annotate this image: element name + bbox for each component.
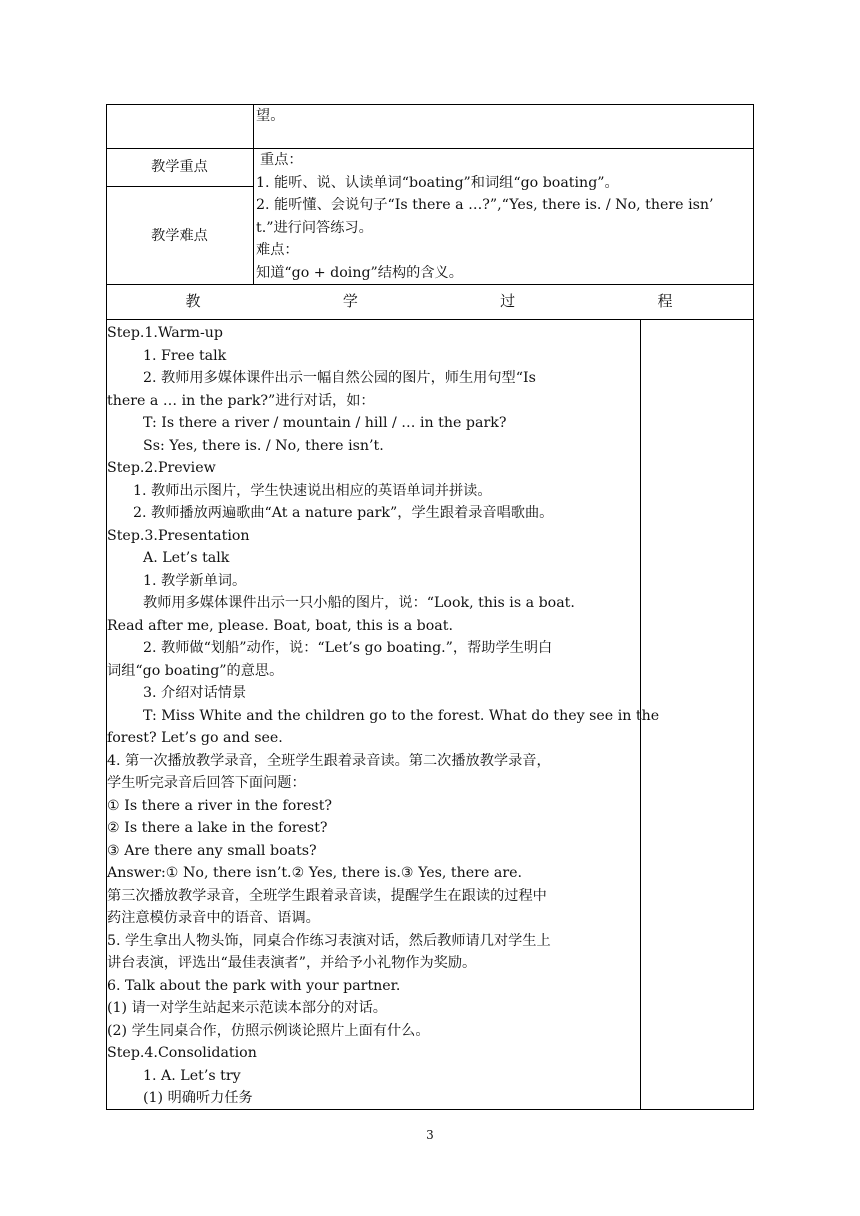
- process-line: (1) 明确听力任务: [143, 1090, 253, 1106]
- label-key-point: 教学重点: [151, 159, 208, 175]
- objective-line: 难点：: [256, 242, 299, 258]
- objectives-text: [256, 149, 714, 284]
- process-line: 1. 教师出示图片，学生快速说出相应的英语单词并拼读。: [133, 482, 492, 499]
- process-line: Step.2.Preview: [107, 460, 216, 476]
- process-line: 讲台表演，评选出“最佳表演者”，并给予小礼物作为奖励。: [107, 955, 477, 971]
- process-line: T: Miss White and the children go to the forest. What do they see in the: [143, 707, 660, 724]
- objective-line: t.”进行问答练习。: [256, 219, 373, 236]
- process-line: A. Let’s talk: [143, 550, 230, 566]
- process-line: (2) 学生同桌合作，仿照示例谈论照片上面有什么。: [107, 1022, 430, 1039]
- process-line: 词组“go boating”的意思。: [107, 662, 284, 679]
- process-line: 1. Free talk: [143, 347, 227, 364]
- process-line: 2. 教师做“划船”动作，说：“Let’s go boating.”，帮助学生明白: [143, 640, 553, 656]
- process-line: 第三次播放教学录音，全班学生跟着录音读，提醒学生在跟读的过程中: [107, 887, 547, 904]
- process-line: 3. 介绍对话情景: [143, 685, 247, 701]
- objective-line: 1. 能听、说、认读单词“boating”和词组“go boating”。: [256, 174, 619, 191]
- process-line: 2. 教师播放两遍歌曲“At a nature park”，学生跟着录音唱歌曲。: [133, 505, 554, 521]
- process-line: 2. 教师用多媒体课件出示一幅自然公园的图片，师生用句型“Is: [143, 370, 536, 386]
- process-line: Step.4.Consolidation: [107, 1045, 257, 1061]
- process-line: 1. 教学新单词。: [143, 572, 247, 589]
- process-line: 4. 第一次播放教学录音，全班学生跟着录音读。第二次播放教学录音，: [107, 752, 551, 769]
- process-line: Step.1.Warm-up: [107, 325, 223, 341]
- process-line: Answer:① No, there isn’t.② Yes, there is.③ Yes, there are.: [107, 865, 523, 881]
- process-line: ① Is there a river in the forest?: [107, 797, 333, 814]
- process-content: [107, 322, 659, 1110]
- label-difficulty: 教学难点: [151, 228, 208, 244]
- process-line: 药注意模仿录音中的语音、语调。: [107, 910, 320, 926]
- continued-text: 望。: [256, 108, 285, 124]
- objective-line: 重点：: [260, 152, 303, 168]
- row-divider-2: [106, 284, 754, 285]
- process-line: T: Is there a river / mountain / hill / … in the park?: [143, 415, 507, 431]
- process-line: 6. Talk about the park with your partner.: [107, 977, 401, 994]
- process-line: ③ Are there any small boats?: [107, 842, 317, 859]
- process-line: Ss: Yes, there is. / No, there isn’t.: [143, 437, 384, 454]
- process-line: 5. 学生拿出人物头饰，同桌合作练习表演对话，然后教师请几对学生上: [107, 932, 551, 949]
- objective-line: 知道“go + doing”结构的含义。: [256, 264, 463, 281]
- objective-line: 2. 能听懂、会说句子“Is there a …?”,“Yes, there is. / No, there isn’: [256, 197, 714, 213]
- process-line: forest? Let’s go and see.: [107, 730, 283, 746]
- process-line: Read after me, please. Boat, boat, this is a boat.: [107, 617, 453, 634]
- process-heading: 教 学 过 程: [185, 292, 675, 310]
- label-divider: [106, 186, 253, 187]
- process-line: Step.3.Presentation: [107, 527, 250, 544]
- process-line: there a … in the park?”进行对话，如：: [107, 392, 375, 409]
- process-line: ② Is there a lake in the forest?: [107, 820, 328, 836]
- row-divider-3: [106, 319, 754, 320]
- process-line: 1. A. Let’s try: [143, 1067, 241, 1084]
- label-column-divider: [253, 104, 254, 284]
- page-number: 3: [426, 1128, 434, 1142]
- process-line: 教师用多媒体课件出示一只小船的图片，说：“Look, this is a boat.: [143, 595, 575, 611]
- process-line: (1) 请一对学生站起来示范读本部分的对话。: [107, 1000, 387, 1016]
- process-line: 学生听完录音后回答下面问题：: [107, 775, 306, 791]
